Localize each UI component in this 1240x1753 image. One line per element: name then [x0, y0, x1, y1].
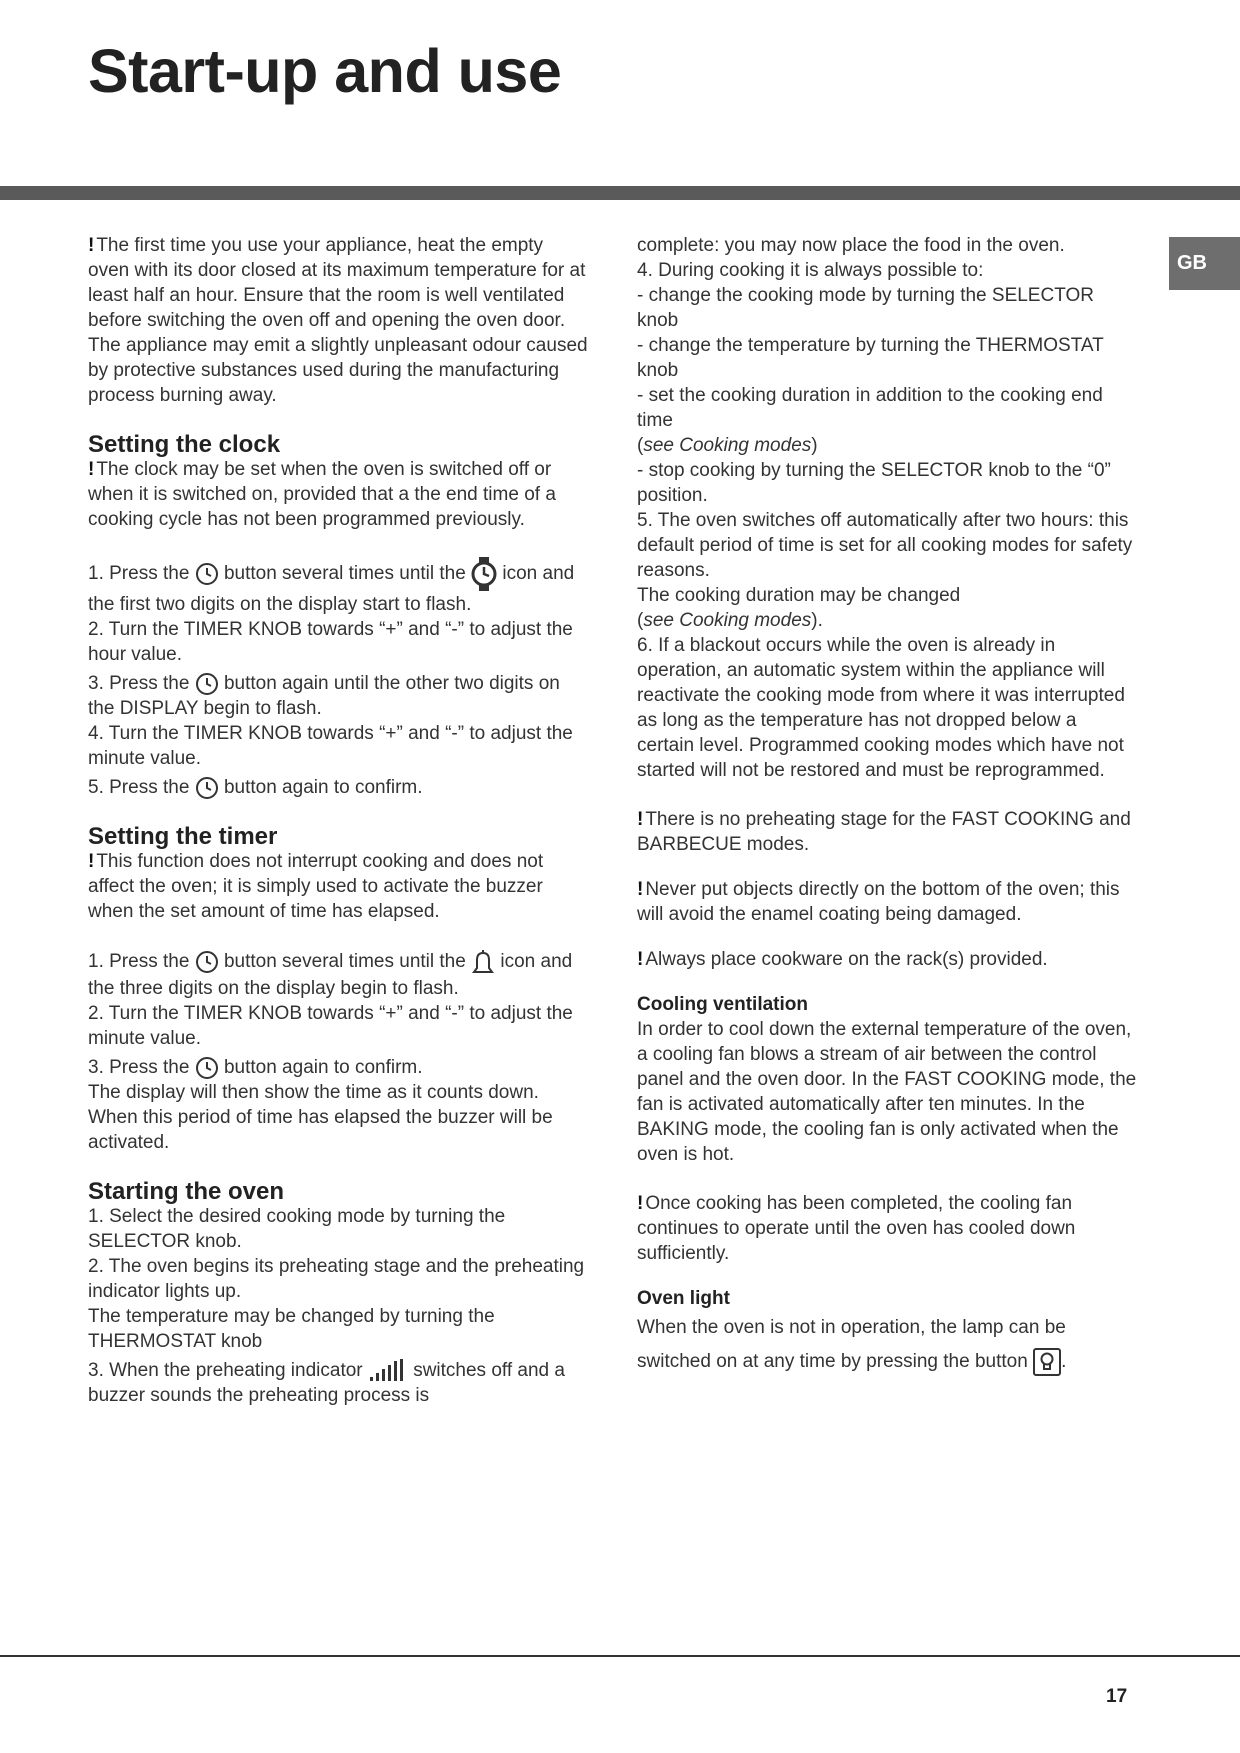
right-column — [637, 233, 1137, 1379]
clock-note: ! The clock may be set when the oven is switched off or when it is switched on, provided that a the end time of a cooking cycle has not been programmed previously. — [88, 459, 556, 530]
bell-icon — [471, 948, 495, 976]
timer-step-2: 2. Turn the TIMER KNOB towards “+” and “-” to adjust the minute value. — [88, 1003, 573, 1049]
starting-step-6: 6. If a blackout occurs while the oven is already in operation, an automatic system within the appliance will reactivate the cooking mode from where it was interrupted as long as the temperature has not dropped below a certain level. Programmed cooking modes which have not started will not be restored and must be reprogrammed. — [637, 635, 1125, 781]
timer-steps — [88, 948, 588, 1155]
starting-step-3: 3. When the preheating indicator switches off and a buzzer sounds the preheating process is — [88, 1360, 565, 1406]
clock-icon — [471, 556, 497, 592]
bottom-rule — [0, 1655, 1240, 1657]
starting-step-4c: - set the cooking duration in addition to the cooking end time — [637, 385, 1103, 431]
clock-step-3: 3. Press the button again until the other two digits on the DISPLAY begin to flash. — [88, 673, 560, 719]
starting-step-4: 4. During cooking it is always possible to: — [637, 260, 984, 281]
warning-mark: ! — [88, 235, 95, 256]
warning-mark: ! — [637, 809, 644, 830]
starting-step-4-ref: (see Cooking modes) — [637, 435, 818, 456]
starting-step-2-note: The temperature may be changed by turning the THERMOSTAT knob — [88, 1306, 495, 1352]
timer-button-icon — [195, 950, 219, 974]
timer-step-1: 1. Press the button several times until the icon and the three digits on the display begin to flash. — [88, 948, 588, 1001]
cross-reference: see Cooking modes — [643, 435, 812, 456]
timer-step-3: 3. Press the button again to confirm. — [88, 1057, 423, 1078]
starting-step-1: 1. Select the desired cooking mode by turning the SELECTOR knob. — [88, 1206, 506, 1252]
language-tab: GB — [1169, 237, 1240, 290]
timer-button-icon — [195, 1056, 219, 1080]
clock-step-1: 1. Press the button several times until the icon and the first two digits on the display start to flash. — [88, 556, 588, 617]
warning-mark: ! — [88, 459, 95, 480]
timer-heading: Setting the timer — [88, 823, 278, 850]
top-rule — [0, 186, 1240, 200]
warning-mark: ! — [88, 851, 95, 872]
clock-step-2: 2. Turn the TIMER KNOB towards “+” and “-” to adjust the hour value. — [88, 619, 573, 665]
timer-step-3-note: The display will then show the time as it counts down. When this period of time has elapsed the buzzer will be activated. — [88, 1082, 553, 1153]
starting-step-3-cont: complete: you may now place the food in the oven. — [637, 235, 1065, 256]
starting-step-4b: - change the temperature by turning the THERMOSTAT knob — [637, 335, 1104, 381]
warning-mark: ! — [637, 1193, 644, 1214]
page-number: 17 — [1106, 1686, 1128, 1707]
starting-steps — [88, 1204, 588, 1408]
intro-note: ! The first time you use your appliance, heat the empty oven with its door closed at its maximum temperature for at least half an hour. Ensure that the room is well ventilated before switching the oven off and opening the oven door. The appliance may emit a slightly unpleasant odour caused by protective substances used during the manufacturing process burning away. — [88, 235, 588, 406]
cross-reference: see Cooking modes — [643, 610, 812, 631]
preheat-indicator-icon — [368, 1359, 408, 1383]
page-title: Start-up and use — [88, 37, 562, 105]
timer-note: ! This function does not interrupt cooking and does not affect the oven; it is simply used to activate the buzzer when the set amount of time has elapsed. — [88, 851, 544, 922]
warning-mark: ! — [637, 879, 644, 900]
starting-step-4e: - stop cooking by turning the SELECTOR knob to the “0” position. — [637, 460, 1111, 506]
timer-button-icon — [195, 776, 219, 800]
starting-step-5-note: The cooking duration may be changed — [637, 585, 961, 606]
cooling-heading: Cooling ventilation — [637, 994, 808, 1015]
clock-steps — [88, 556, 588, 800]
left-column — [88, 233, 588, 1408]
warning-mark: ! — [637, 949, 644, 970]
note-cookware: ! Always place cookware on the rack(s) provided. — [637, 949, 1048, 970]
clock-step-5: 5. Press the button again to confirm. — [88, 777, 423, 798]
clock-heading: Setting the clock — [88, 431, 281, 458]
cooling-text: In order to cool down the external temperature of the oven, a cooling fan blows a stream of air between the control panel and the oven door. In the FAST COOKING mode, the fan is activated automatically after ten minutes. In the BAKING mode, the cooling fan is only activated when the oven is hot. — [637, 1019, 1137, 1165]
light-text: When the oven is not in operation, the lamp can be switched on at any time by pressing the button . — [637, 1311, 1137, 1379]
starting-step-5: 5. The oven switches off automatically after two hours: this default period of time is set for all cooking modes for safety reasons. — [637, 510, 1133, 581]
note-bottom: ! Never put objects directly on the bottom of the oven; this will avoid the enamel coating being damaged. — [637, 879, 1120, 925]
clock-step-4: 4. Turn the TIMER KNOB towards “+” and “-” to adjust the minute value. — [88, 723, 573, 769]
cooling-note: ! Once cooking has been completed, the cooling fan continues to operate until the oven has cooled down sufficiently. — [637, 1193, 1076, 1264]
light-heading: Oven light — [637, 1288, 730, 1309]
note-preheating: ! There is no preheating stage for the FAST COOKING and BARBECUE modes. — [637, 809, 1131, 855]
starting-step-2: 2. The oven begins its preheating stage and the preheating indicator lights up. — [88, 1256, 585, 1302]
starting-step-4a: - change the cooking mode by turning the SELECTOR knob — [637, 285, 1094, 331]
lamp-button-icon — [1033, 1348, 1061, 1376]
timer-button-icon — [195, 562, 219, 586]
timer-button-icon — [195, 672, 219, 696]
starting-heading: Starting the oven — [88, 1178, 285, 1205]
starting-step-5-ref: (see Cooking modes). — [637, 610, 823, 631]
